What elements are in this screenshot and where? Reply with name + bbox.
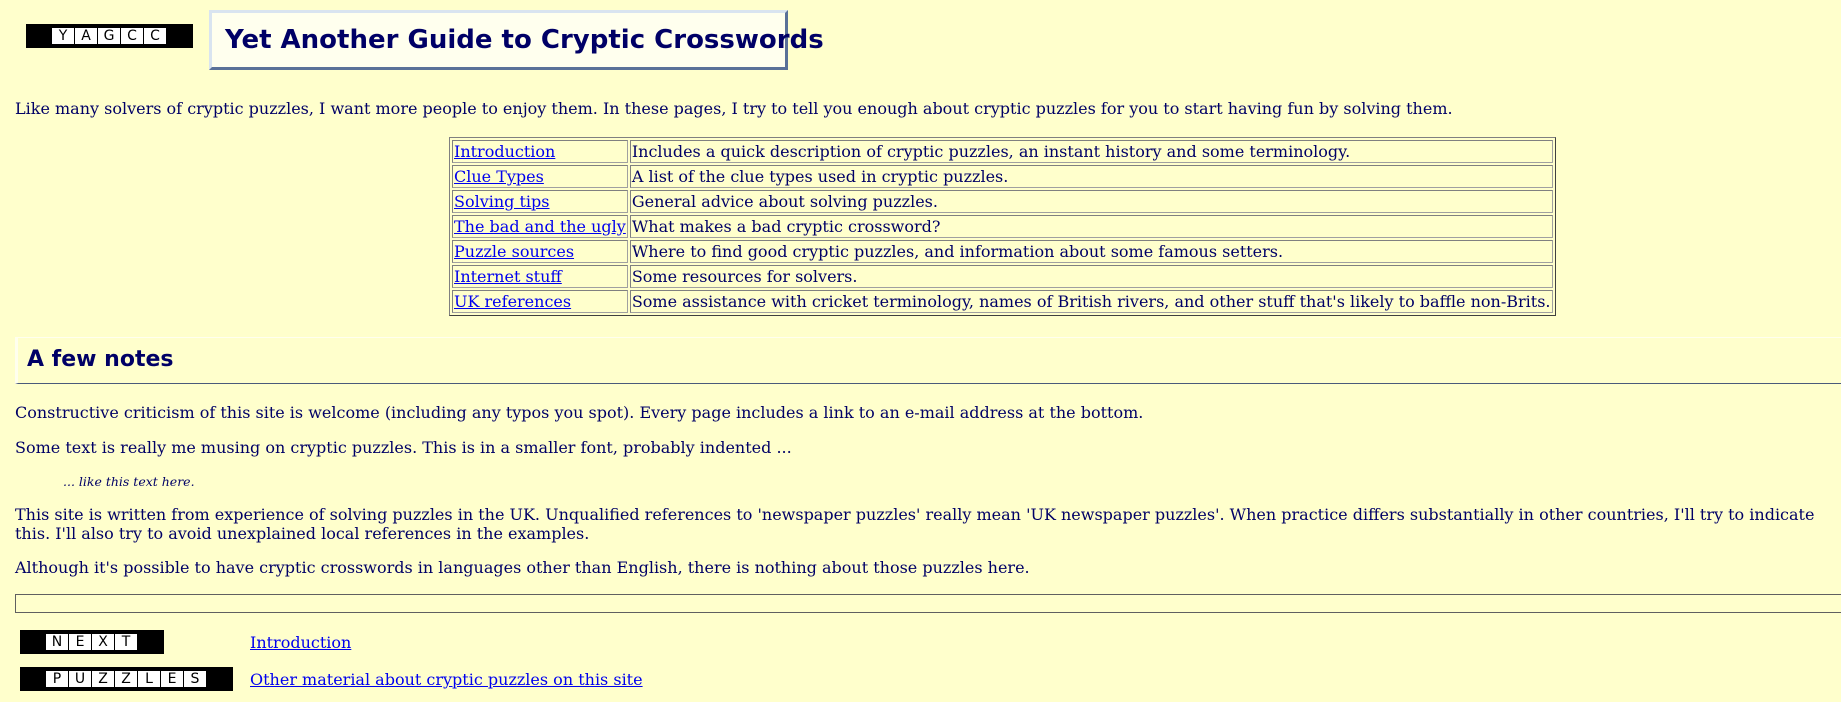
toc-description: General advice about solving puzzles. bbox=[630, 190, 1553, 213]
letter-square: E bbox=[69, 633, 92, 651]
table-row bbox=[452, 215, 1553, 238]
intro-paragraph: Like many solvers of cryptic puzzles, I want more people to enjoy them. In these pages, I try to tell you enough about cryptic puzzles for you to start having fun by solving them. bbox=[15, 99, 1453, 118]
yagcc-logo bbox=[26, 24, 193, 48]
table-row bbox=[452, 190, 1553, 213]
table-row bbox=[452, 165, 1553, 188]
page-title: Yet Another Guide to Cryptic Crosswords bbox=[225, 24, 824, 55]
puzzles-link[interactable]: Other material about cryptic puzzles on this site bbox=[250, 670, 643, 689]
black-square bbox=[167, 27, 190, 45]
letter-square: U bbox=[69, 670, 92, 688]
letter-square: E bbox=[161, 670, 184, 688]
letter-square: Z bbox=[115, 670, 138, 688]
toc-link-puzzle-sources[interactable]: Puzzle sources bbox=[454, 242, 575, 261]
letter-square: N bbox=[46, 633, 69, 651]
toc-link-introduction[interactable]: Introduction bbox=[454, 142, 556, 161]
toc-description: Some resources for solvers. bbox=[630, 265, 1553, 288]
letter-square: L bbox=[138, 670, 161, 688]
toc-link-solving-tips[interactable]: Solving tips bbox=[454, 192, 550, 211]
next-link[interactable]: Introduction bbox=[250, 633, 352, 652]
toc-description: Includes a quick description of cryptic puzzles, an instant history and some terminology. bbox=[630, 140, 1553, 163]
letter-square: S bbox=[184, 670, 207, 688]
toc-description: Some assistance with cricket terminology, names of British rivers, and other stuff that's likely to baffle non-Brits. bbox=[631, 292, 1551, 311]
small-example-text: ... like this text here. bbox=[63, 474, 195, 489]
black-square bbox=[207, 670, 230, 688]
toc-link-clue-types[interactable]: Clue Types bbox=[454, 167, 544, 186]
toc-description: Where to find good cryptic puzzles, and information about some famous setters. bbox=[630, 240, 1553, 263]
toc-link-bad-and-ugly[interactable]: The bad and the ugly bbox=[454, 217, 626, 236]
table-row bbox=[452, 240, 1553, 263]
musing-paragraph: Some text is really me musing on cryptic puzzles. This is in a smaller font, probably indented ... bbox=[15, 438, 792, 457]
letter-square: X bbox=[92, 633, 115, 651]
letter-square: C bbox=[121, 27, 144, 45]
black-square bbox=[138, 633, 161, 651]
uk-paragraph: This site is written from experience of solving puzzles in the UK. Unqualified references to 'newspaper puzzles' really mean 'UK newspaper puzzles'. When practice differs substantially in other countries, I'll try to indicate this. I'll also try to avoid unexplained local references in the examples. bbox=[15, 505, 1815, 543]
black-square bbox=[29, 27, 52, 45]
contents-table bbox=[449, 137, 1556, 316]
criticism-paragraph: Constructive criticism of this site is welcome (including any typos you spot). Every page includes a link to an e-mail address at the bottom. bbox=[15, 403, 1144, 422]
black-square bbox=[23, 633, 46, 651]
letter-square: G bbox=[98, 27, 121, 45]
table-row bbox=[452, 265, 1553, 288]
black-square bbox=[23, 670, 46, 688]
toc-description: A list of the clue types used in cryptic puzzles. bbox=[630, 165, 1553, 188]
letter-square: Y bbox=[52, 27, 75, 45]
next-label-strip bbox=[20, 630, 164, 654]
table-row bbox=[452, 140, 1553, 163]
letter-square: P bbox=[46, 670, 69, 688]
letter-square: Z bbox=[92, 670, 115, 688]
letter-square: T bbox=[115, 633, 138, 651]
notes-heading: A few notes bbox=[27, 347, 174, 372]
puzzles-label-strip bbox=[20, 667, 233, 691]
languages-paragraph: Although it's possible to have cryptic crosswords in languages other than English, there is nothing about those puzzles here. bbox=[15, 558, 1030, 577]
toc-description: What makes a bad cryptic crossword? bbox=[630, 215, 1553, 238]
title-box bbox=[209, 10, 824, 70]
notes-heading-box bbox=[15, 337, 1841, 384]
horizontal-rule bbox=[15, 594, 1841, 613]
letter-square: A bbox=[75, 27, 98, 45]
toc-link-internet-stuff[interactable]: Internet stuff bbox=[454, 267, 562, 286]
toc-link-uk-references[interactable]: UK references bbox=[454, 292, 572, 311]
table-row bbox=[452, 290, 1553, 313]
letter-square: C bbox=[144, 27, 167, 45]
